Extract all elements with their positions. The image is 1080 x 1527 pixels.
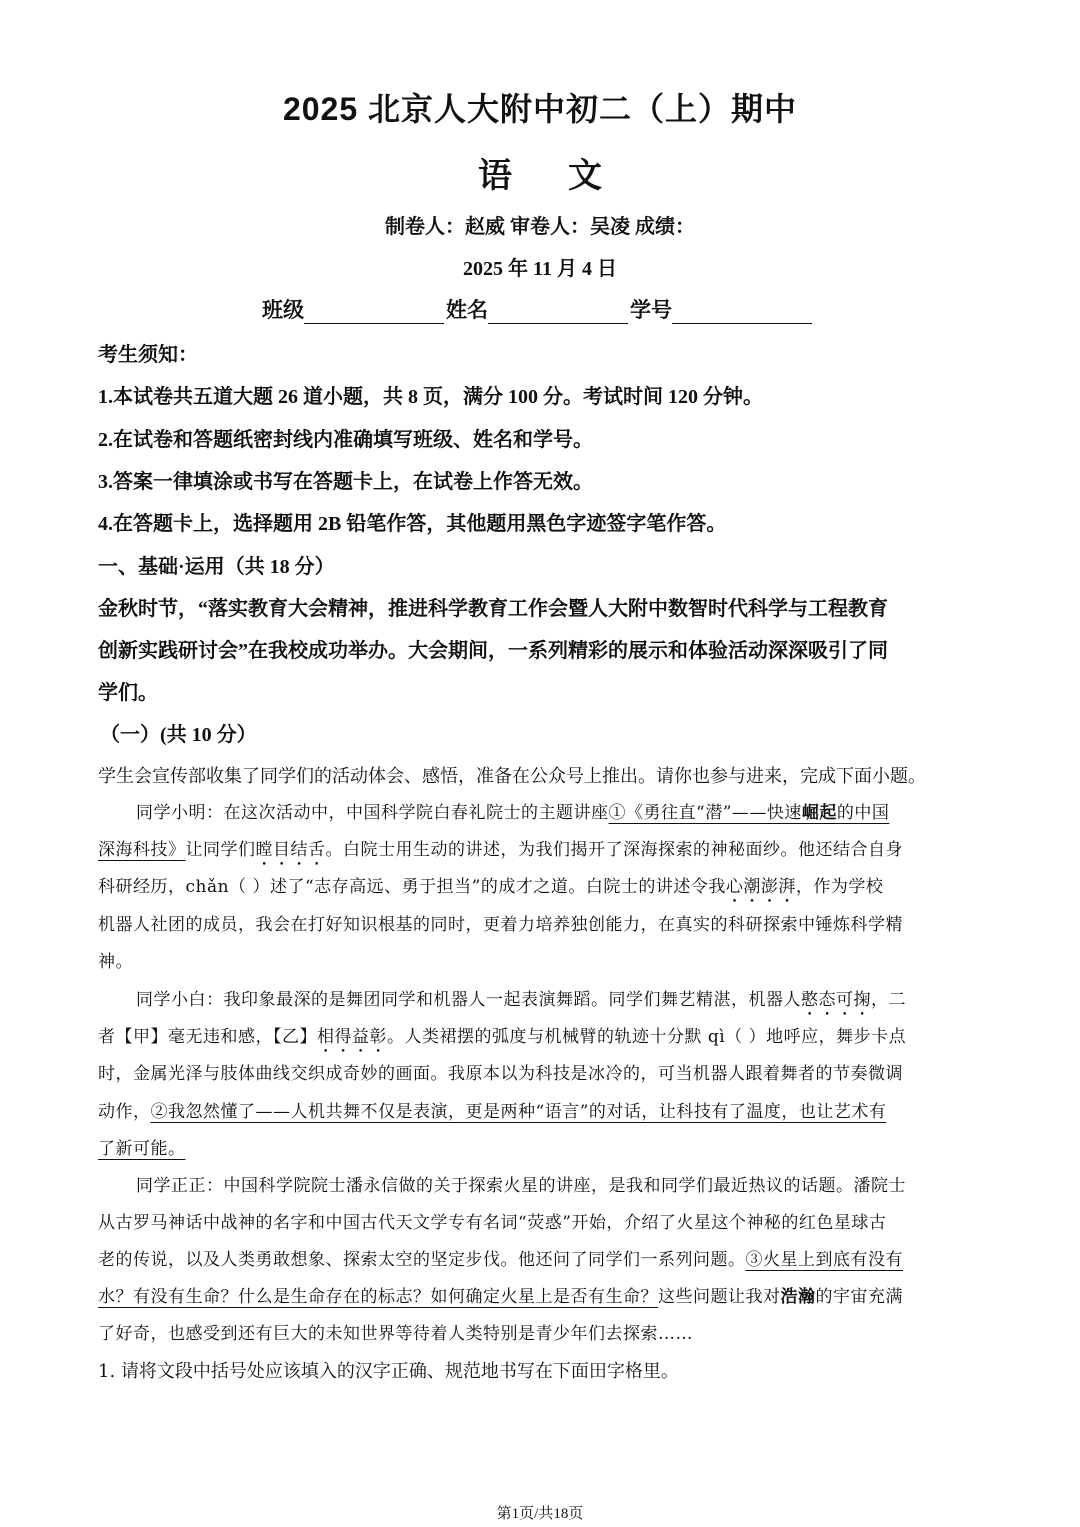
notice-item-2: 2.在试卷和答题纸密封线内准确填写班级、姓名和学号。 bbox=[98, 429, 593, 451]
passage-p1-line-5: 神。 bbox=[98, 952, 133, 972]
section-heading: 一、基础·运用（共 18 分） bbox=[98, 556, 335, 578]
section-intro-line-3: 学们。 bbox=[98, 682, 158, 704]
passage-p1-line-2: 深海科技》让同学们瞠目结舌。白院士用生动的讲述，为我们揭开了深海探索的神秘面纱。他还结合自身 bbox=[98, 840, 903, 860]
notice-heading: 考生须知： bbox=[98, 344, 198, 366]
staff-line: 制卷人：赵威 审卷人：吴凌 成绩： bbox=[385, 216, 695, 238]
notice-item-3: 3.答案一律填涂或书写在答题卡上，在试卷上作答无效。 bbox=[98, 471, 593, 493]
passage-p1-line-1: 同学小明：在这次活动中，中国科学院白春礼院士的主题讲座①《勇往直“潜”——快速崛起的中国 bbox=[136, 803, 890, 823]
passage-p1-line-3: 科研经历，chǎn（ ）述了“志存高远、勇于担当”的成才之道。白院士的讲述令我心潮澎湃，作为学校 bbox=[98, 877, 884, 897]
passage-p1-line-4: 机器人社团的成员，我会在打好知识根基的同时，更着力培养独创能力，在真实的科研探索中锤炼科学精 bbox=[98, 915, 903, 935]
part-lead: 学生会宣传部收集了同学们的活动体会、感悟，准备在公众号上推出。请你也参与进来，完成下面小题。 bbox=[98, 766, 926, 787]
passage-p2-line-4: 动作，②我忽然懂了——人机共舞不仅是表演，更是两种“语言”的对话，让科技有了温度，也让艺术有 bbox=[98, 1102, 887, 1122]
passage-p3-line-5: 了好奇，也感受到还有巨大的未知世界等待着人类特别是青少年们去探索…… bbox=[98, 1324, 693, 1344]
notice-item-4: 4.在答题卡上，选择题用 2B 铅笔作答，其他题用黑色字迹签字笔作答。 bbox=[98, 513, 727, 535]
name-label: 姓名 bbox=[446, 298, 488, 322]
underlined-title: ①《勇往直“潜”——快速崛起的中国 bbox=[608, 803, 890, 823]
part-heading: （一）(共 10 分） bbox=[100, 724, 257, 746]
section-intro-line-1: 金秋时节，“落实教育大会精神，推进科学教育工作会暨人大附中数智时代科学与工程教育 bbox=[98, 598, 888, 620]
passage-p2-line-5: 了新可能。 bbox=[98, 1139, 186, 1159]
class-label: 班级 bbox=[262, 298, 304, 322]
passage-p2-line-1: 同学小白：我印象最深的是舞团同学和机器人一起表演舞蹈。同学们舞艺精湛，机器人憨态可掬，二 bbox=[136, 990, 906, 1010]
passage-p3-line-2: 从古罗马神话中战神的名字和中国古代天文学专有名词“荧惑”开始，介绍了火星这个神秘的红色星球古 bbox=[98, 1213, 887, 1233]
page-footer: 第1页/共18页 bbox=[496, 1506, 584, 1522]
passage-p2-line-2: 者【甲】毫无违和感，【乙】相得益彰。人类裙摆的弧度与机械臂的轨迹十分默 qì（ ）地呼应，舞步卡点 bbox=[98, 1027, 907, 1047]
passage-p2-line-3: 时，金属光泽与肢体曲线交织成奇妙的画面。我原本以为科技是冰冷的，可当机器人跟着舞者的节奏微调 bbox=[98, 1064, 903, 1084]
id-label: 学号 bbox=[630, 298, 672, 322]
passage-p3-line-3: 老的传说，以及人类勇敢想象、探索太空的坚定步伐。他还问了同学们一系列问题。③火星上到底有没有 bbox=[98, 1250, 903, 1270]
subject-title: 语文 bbox=[478, 158, 658, 195]
passage-p3-line-1: 同学正正：中国科学院院士潘永信做的关于探索火星的讲座，是我和同学们最近热议的话题。潘院士 bbox=[136, 1176, 906, 1196]
section-intro-line-2: 创新实践研讨会”在我校成功举办。大会期间，一系列精彩的展示和体验活动深深吸引了同 bbox=[98, 640, 888, 662]
class-blank[interactable] bbox=[304, 301, 444, 324]
exam-date: 2025 年 11 月 4 日 bbox=[463, 258, 617, 280]
student-info-fields bbox=[262, 294, 814, 324]
question-1: 1. 请将文段中括号处应该填入的汉字正确、规范地书写在下面田字格里。 bbox=[98, 1361, 679, 1382]
passage-p3-line-4: 水？有没有生命？什么是生命存在的标志？如何确定火星上是否有生命？这些问题让我对浩瀚的宇宙充满 bbox=[98, 1287, 903, 1307]
id-blank[interactable] bbox=[672, 301, 812, 324]
notice-item-1: 1.本试卷共五道大题 26 道小题，共 8 页，满分 100 分。考试时间 120 分钟。 bbox=[98, 386, 763, 408]
exam-title: 2025 北京人大附中初二（上）期中 bbox=[282, 91, 798, 127]
name-blank[interactable] bbox=[488, 301, 628, 324]
